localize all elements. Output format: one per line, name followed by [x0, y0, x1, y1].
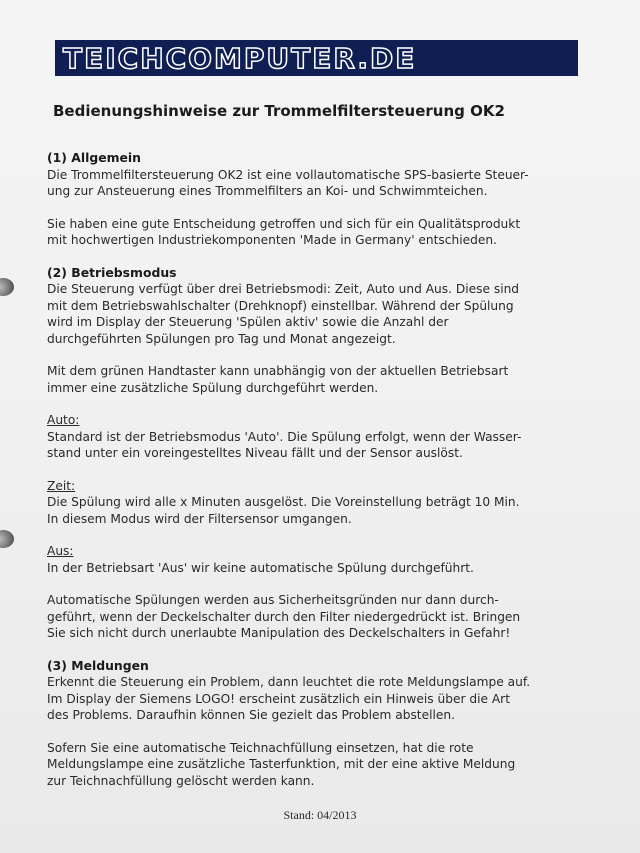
- mode-auto-block: [47, 412, 592, 462]
- text-line: Die Trommelfiltersteuerung OK2 ist eine vollautomatische SPS-basierte Steuer-: [47, 167, 529, 182]
- text-line: mit hochwertigen Industriekomponenten 'Made in Germany' entschieden.: [47, 233, 497, 247]
- section-heading-meldungen: (3) Meldungen: [47, 657, 149, 673]
- paragraph-betriebsmodus-1: [47, 281, 592, 347]
- text-line: stand unter ein voreingestelltes Niveau fällt und der Sensor auslöst.: [47, 446, 463, 460]
- text-line: Standard ist der Betriebsmodus 'Auto'. Die Spülung erfolgt, wenn der Wasser-: [47, 429, 522, 444]
- text-line: Sie haben eine gute Entscheidung getroffen und sich für ein Qualitätsprodukt: [47, 216, 521, 231]
- mode-zeit-block: [47, 478, 592, 528]
- mode-aus-label: Aus:: [47, 544, 74, 558]
- text-line: Die Steuerung verfügt über drei Betriebsmodi: Zeit, Auto und Aus. Diese sind: [47, 282, 520, 296]
- text-line: ung zur Ansteuerung eines Trommelfilters an Koi- und Schwimmteichen.: [47, 184, 488, 198]
- section-heading-betriebsmodus: (2) Betriebsmodus: [47, 264, 177, 280]
- document-title: Bedienungshinweise zur Trommelfiltersteuerung OK2: [53, 102, 505, 120]
- text-line: Sie sich nicht durch unerlaubte Manipulation des Deckelschalters in Gefahr!: [47, 626, 511, 640]
- mode-zeit-label: Zeit:: [47, 478, 76, 493]
- mode-auto-label: Auto:: [47, 413, 80, 427]
- text-line: immer eine zusätzliche Spülung durchgeführt werden.: [47, 380, 379, 395]
- paragraph-allgemein-1: [47, 167, 592, 200]
- text-line: Die Spülung wird alle x Minuten ausgelöst. Die Voreinstellung beträgt 10 Min.: [47, 495, 520, 509]
- paragraph-meldungen-1: [47, 674, 592, 724]
- brand-logo-text: TEICHCOMPUTER.DE: [63, 41, 417, 75]
- text-line: des Problems. Daraufhin können Sie gezielt das Problem abstellen.: [47, 708, 455, 722]
- text-line: In der Betriebsart 'Aus' wir keine automatische Spülung durchgeführt.: [47, 560, 474, 575]
- brand-banner: [55, 40, 578, 76]
- text-line: wird im Display der Steuerung 'Spülen aktiv' sowie die Anzahl der: [47, 315, 449, 329]
- text-line: mit dem Betriebswahlschalter (Drehknopf) einstellbar. Während der Spülung: [47, 298, 514, 313]
- text-line: Sofern Sie eine automatische Teichnachfüllung einsetzen, hat die rote: [47, 740, 474, 755]
- text-line: Mit dem grünen Handtaster kann unabhängig von der aktuellen Betriebsart: [47, 364, 509, 378]
- text-line: Automatische Spülungen werden aus Sicherheitsgründen nur dann durch-: [47, 593, 499, 607]
- document-footer-stand: Stand: 04/2013: [283, 808, 357, 822]
- text-line: zur Teichnachfüllung gelöscht werden kann.: [47, 773, 315, 788]
- punch-hole-top: [0, 278, 14, 296]
- paragraph-betriebsmodus-2: [47, 363, 592, 396]
- paragraph-meldungen-2: [47, 740, 592, 790]
- text-line: durchgeführten Spülungen pro Tag und Monat angezeigt.: [47, 331, 396, 346]
- punch-hole-bottom: [0, 530, 14, 548]
- paragraph-allgemein-2: [47, 216, 592, 249]
- paragraph-betriebsmodus-3: [47, 592, 592, 642]
- document-body: [47, 150, 592, 805]
- text-line: geführt, wenn der Deckelschalter durch den Filter niedergedrückt ist. Bringen: [47, 609, 521, 624]
- text-line: Meldungslampe eine zusätzliche Tasterfunktion, mit der eine aktive Meldung: [47, 757, 516, 771]
- section-heading-allgemein: (1) Allgemein: [47, 150, 142, 165]
- text-line: Erkennt die Steuerung ein Problem, dann leuchtet die rote Meldungslampe auf.: [47, 675, 531, 689]
- text-line: Im Display der Siemens LOGO! erscheint zusätzlich ein Hinweis über die Art: [47, 691, 510, 706]
- mode-aus-block: [47, 543, 592, 576]
- text-line: In diesem Modus wird der Filtersensor umgangen.: [47, 511, 352, 526]
